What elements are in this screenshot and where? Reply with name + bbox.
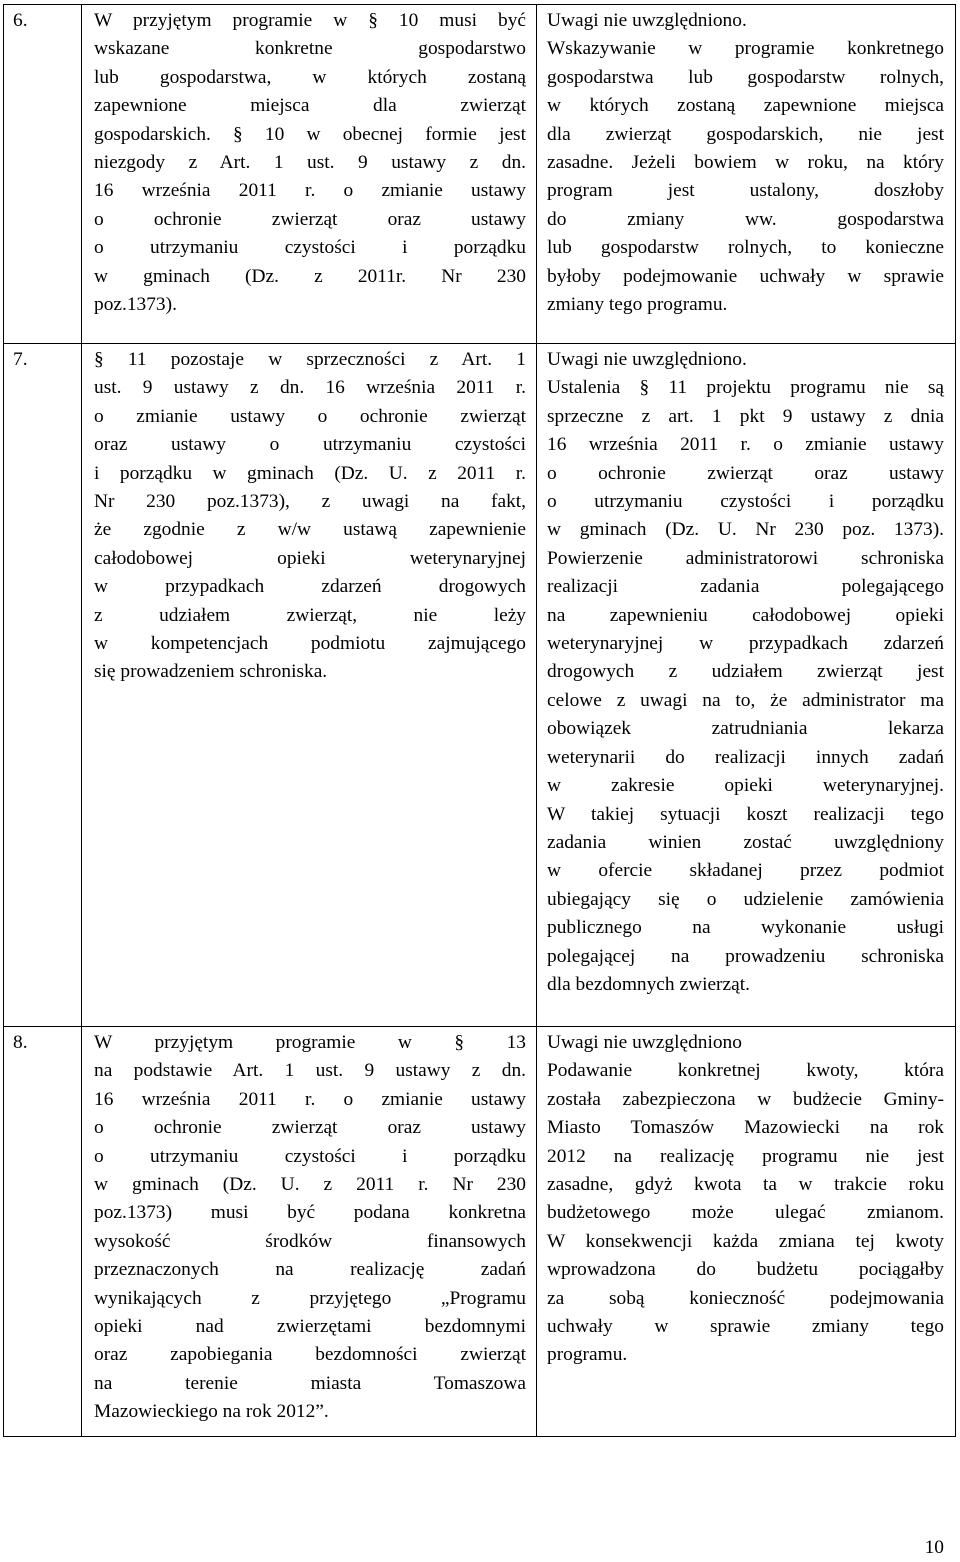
text-line: weterynarii do realizacji innych zadań — [547, 746, 944, 768]
text-line: z udziałem zwierząt, nie leży — [94, 604, 526, 626]
text-line: całodobowej opieki weterynaryjnej — [94, 547, 526, 569]
response-text — [547, 1029, 944, 1370]
text-line: Uwagi nie uwzględniono. — [547, 349, 747, 370]
text-line: o ochronie zwierząt oraz ustawy — [94, 208, 526, 230]
text-line: Wskazywanie w programie konkretnego — [547, 38, 944, 60]
text-line: w kompetencjach podmiotu zajmującego — [94, 633, 526, 655]
remark-cell — [82, 1027, 537, 1437]
table-row — [4, 1027, 956, 1437]
remark-cell — [82, 5, 537, 344]
row-number: 6. — [4, 5, 82, 344]
text-line: programu. — [547, 1344, 628, 1366]
text-line: 16 września 2011 r. o zmianie ustawy — [94, 180, 526, 202]
text-line: zmiany tego programu. — [547, 294, 728, 316]
response-text — [547, 346, 944, 999]
text-line: została zabezpieczona w budżecie Gminy- — [547, 1088, 944, 1110]
response-cell — [537, 5, 956, 344]
remark-text — [94, 1029, 526, 1427]
text-line: się prowadzeniem schroniska. — [94, 661, 328, 683]
row-number: 8. — [4, 1027, 82, 1437]
text-line: program jest ustalony, doszłoby — [547, 180, 944, 202]
text-line: o ochronie zwierząt oraz ustawy — [547, 462, 944, 484]
text-line: w gminach (Dz. U. Nr 230 poz. 1373). — [547, 519, 944, 541]
text-line: 16 września 2011 r. o zmianie ustawy — [547, 434, 944, 456]
text-line: za sobą konieczność podejmowania — [547, 1287, 944, 1309]
text-line: na terenie miasta Tomaszowa — [94, 1372, 526, 1394]
text-line: poz.1373). — [94, 294, 177, 316]
text-line: Uwagi nie uwzględniono. — [547, 10, 747, 31]
text-line: § 11 pozostaje w sprzeczności z Art. 1 — [94, 349, 526, 370]
table-row — [4, 5, 956, 344]
text-line: w ofercie składanej przez podmiot — [547, 860, 944, 882]
comments-table — [3, 4, 956, 1437]
text-line: uchwały w sprawie zmiany tego — [547, 1316, 944, 1338]
text-line: ubiegający się o udzielenie zamówienia — [547, 888, 944, 910]
text-line: zadania winien zostać uwzględniony — [547, 831, 944, 853]
text-line: oraz zapobiegania bezdomności zwierząt — [94, 1344, 526, 1366]
text-line: do zmiany ww. gospodarstwa — [547, 208, 944, 230]
response-cell — [537, 1027, 956, 1437]
text-line: o utrzymaniu czystości i porządku — [94, 1145, 526, 1167]
text-line: weterynaryjnej w przypadkach zdarzeń — [547, 633, 944, 655]
text-line: w których zostaną zapewnione miejsca — [547, 95, 944, 117]
text-line: przeznaczonych na realizację zadań — [94, 1259, 526, 1281]
page-number: 10 — [924, 1537, 944, 1558]
text-line: lub gospodarstw rolnych, to konieczne — [547, 237, 944, 259]
text-line: polegającej na prowadzeniu schroniska — [547, 945, 944, 967]
text-line: 2012 na realizację programu nie jest — [547, 1145, 944, 1167]
text-line: publicznego na wykonanie usługi — [547, 917, 944, 939]
text-line: gospodarskich. § 10 w obecnej formie jest — [94, 123, 526, 145]
text-line: Nr 230 poz.1373), z uwagi na fakt, — [94, 491, 526, 513]
text-line: w gminach (Dz. U. z 2011 r. Nr 230 — [94, 1174, 526, 1196]
text-line: niezgody z Art. 1 ust. 9 ustawy z dn. — [94, 152, 526, 174]
text-line: zasadne, gdyż kwota ta w trakcie roku — [547, 1174, 944, 1196]
text-line: o utrzymaniu czystości i porządku — [94, 237, 526, 259]
text-line: oraz ustawy o utrzymaniu czystości — [94, 434, 526, 456]
text-line: obowiązek zatrudniania lekarza — [547, 718, 944, 740]
text-line: poz.1373) musi być podana konkretna — [94, 1202, 526, 1224]
text-line: drogowych z udziałem zwierząt jest — [547, 661, 944, 683]
text-line: dla bezdomnych zwierząt. — [547, 973, 750, 995]
text-line: byłoby podejmowanie uchwały w sprawie — [547, 265, 944, 287]
text-line: Podawanie konkretnej kwoty, która — [547, 1060, 944, 1082]
text-line: Uwagi nie uwzględniono — [547, 1032, 742, 1053]
text-line: ust. 9 ustawy z dn. 16 września 2011 r. — [94, 377, 526, 399]
text-line: realizacji zadania polegającego — [547, 576, 944, 598]
text-line: W przyjętym programie w § 10 musi być — [94, 10, 526, 31]
text-line: sprzeczne z art. 1 pkt 9 ustawy z dnia — [547, 405, 944, 427]
text-line: gospodarstwa lub gospodarstw rolnych, — [547, 66, 944, 88]
text-line: na zapewnieniu całodobowej opieki — [547, 604, 944, 626]
text-line: Miasto Tomaszów Mazowiecki na rok — [547, 1117, 944, 1139]
text-line: o zmianie ustawy o ochronie zwierząt — [94, 405, 526, 427]
text-line: na podstawie Art. 1 ust. 9 ustawy z dn. — [94, 1060, 526, 1082]
remark-text — [94, 346, 526, 687]
text-line: wysokość środków finansowych — [94, 1230, 526, 1252]
text-line: w zakresie opieki weterynaryjnej. — [547, 775, 944, 797]
text-line: dla zwierząt gospodarskich, nie jest — [547, 123, 944, 145]
text-line: w gminach (Dz. z 2011r. Nr 230 — [94, 265, 526, 287]
text-line: o ochronie zwierząt oraz ustawy — [94, 1117, 526, 1139]
text-line: Ustalenia § 11 projektu programu nie są — [547, 377, 944, 399]
text-line: Powierzenie administratorowi schroniska — [547, 547, 944, 569]
text-line: Mazowieckiego na rok 2012”. — [94, 1401, 329, 1423]
text-line: budżetowego może ulegać zmianom. — [547, 1202, 944, 1224]
text-line: i porządku w gminach (Dz. U. z 2011 r. — [94, 462, 526, 484]
text-line: wprowadzona do budżetu pociągałby — [547, 1259, 944, 1281]
text-line: W konsekwencji każda zmiana tej kwoty — [547, 1230, 944, 1252]
text-line: w przypadkach zdarzeń drogowych — [94, 576, 526, 598]
text-line: lub gospodarstwa, w których zostaną — [94, 66, 526, 88]
text-line: zasadne. Jeżeli bowiem w roku, na który — [547, 152, 944, 174]
text-line: celowe z uwagi na to, że administrator ma — [547, 689, 944, 711]
row-number: 7. — [4, 344, 82, 1027]
remark-cell — [82, 344, 537, 1027]
text-line: 16 września 2011 r. o zmianie ustawy — [94, 1088, 526, 1110]
text-line: W przyjętym programie w § 13 — [94, 1032, 526, 1053]
response-text — [547, 7, 944, 319]
remark-text — [94, 7, 526, 319]
text-line: opieki nad zwierzętami bezdomnymi — [94, 1316, 526, 1338]
text-line: wskazane konkretne gospodarstwo — [94, 38, 526, 60]
table-row — [4, 344, 956, 1027]
text-line: wynikających z przyjętego „Programu — [94, 1287, 526, 1309]
response-cell — [537, 344, 956, 1027]
text-line: że zgodnie z w/w ustawą zapewnienie — [94, 519, 526, 541]
text-line: W takiej sytuacji koszt realizacji tego — [547, 803, 944, 825]
text-line: zapewnione miejsca dla zwierząt — [94, 95, 526, 117]
text-line: o utrzymaniu czystości i porządku — [547, 491, 944, 513]
